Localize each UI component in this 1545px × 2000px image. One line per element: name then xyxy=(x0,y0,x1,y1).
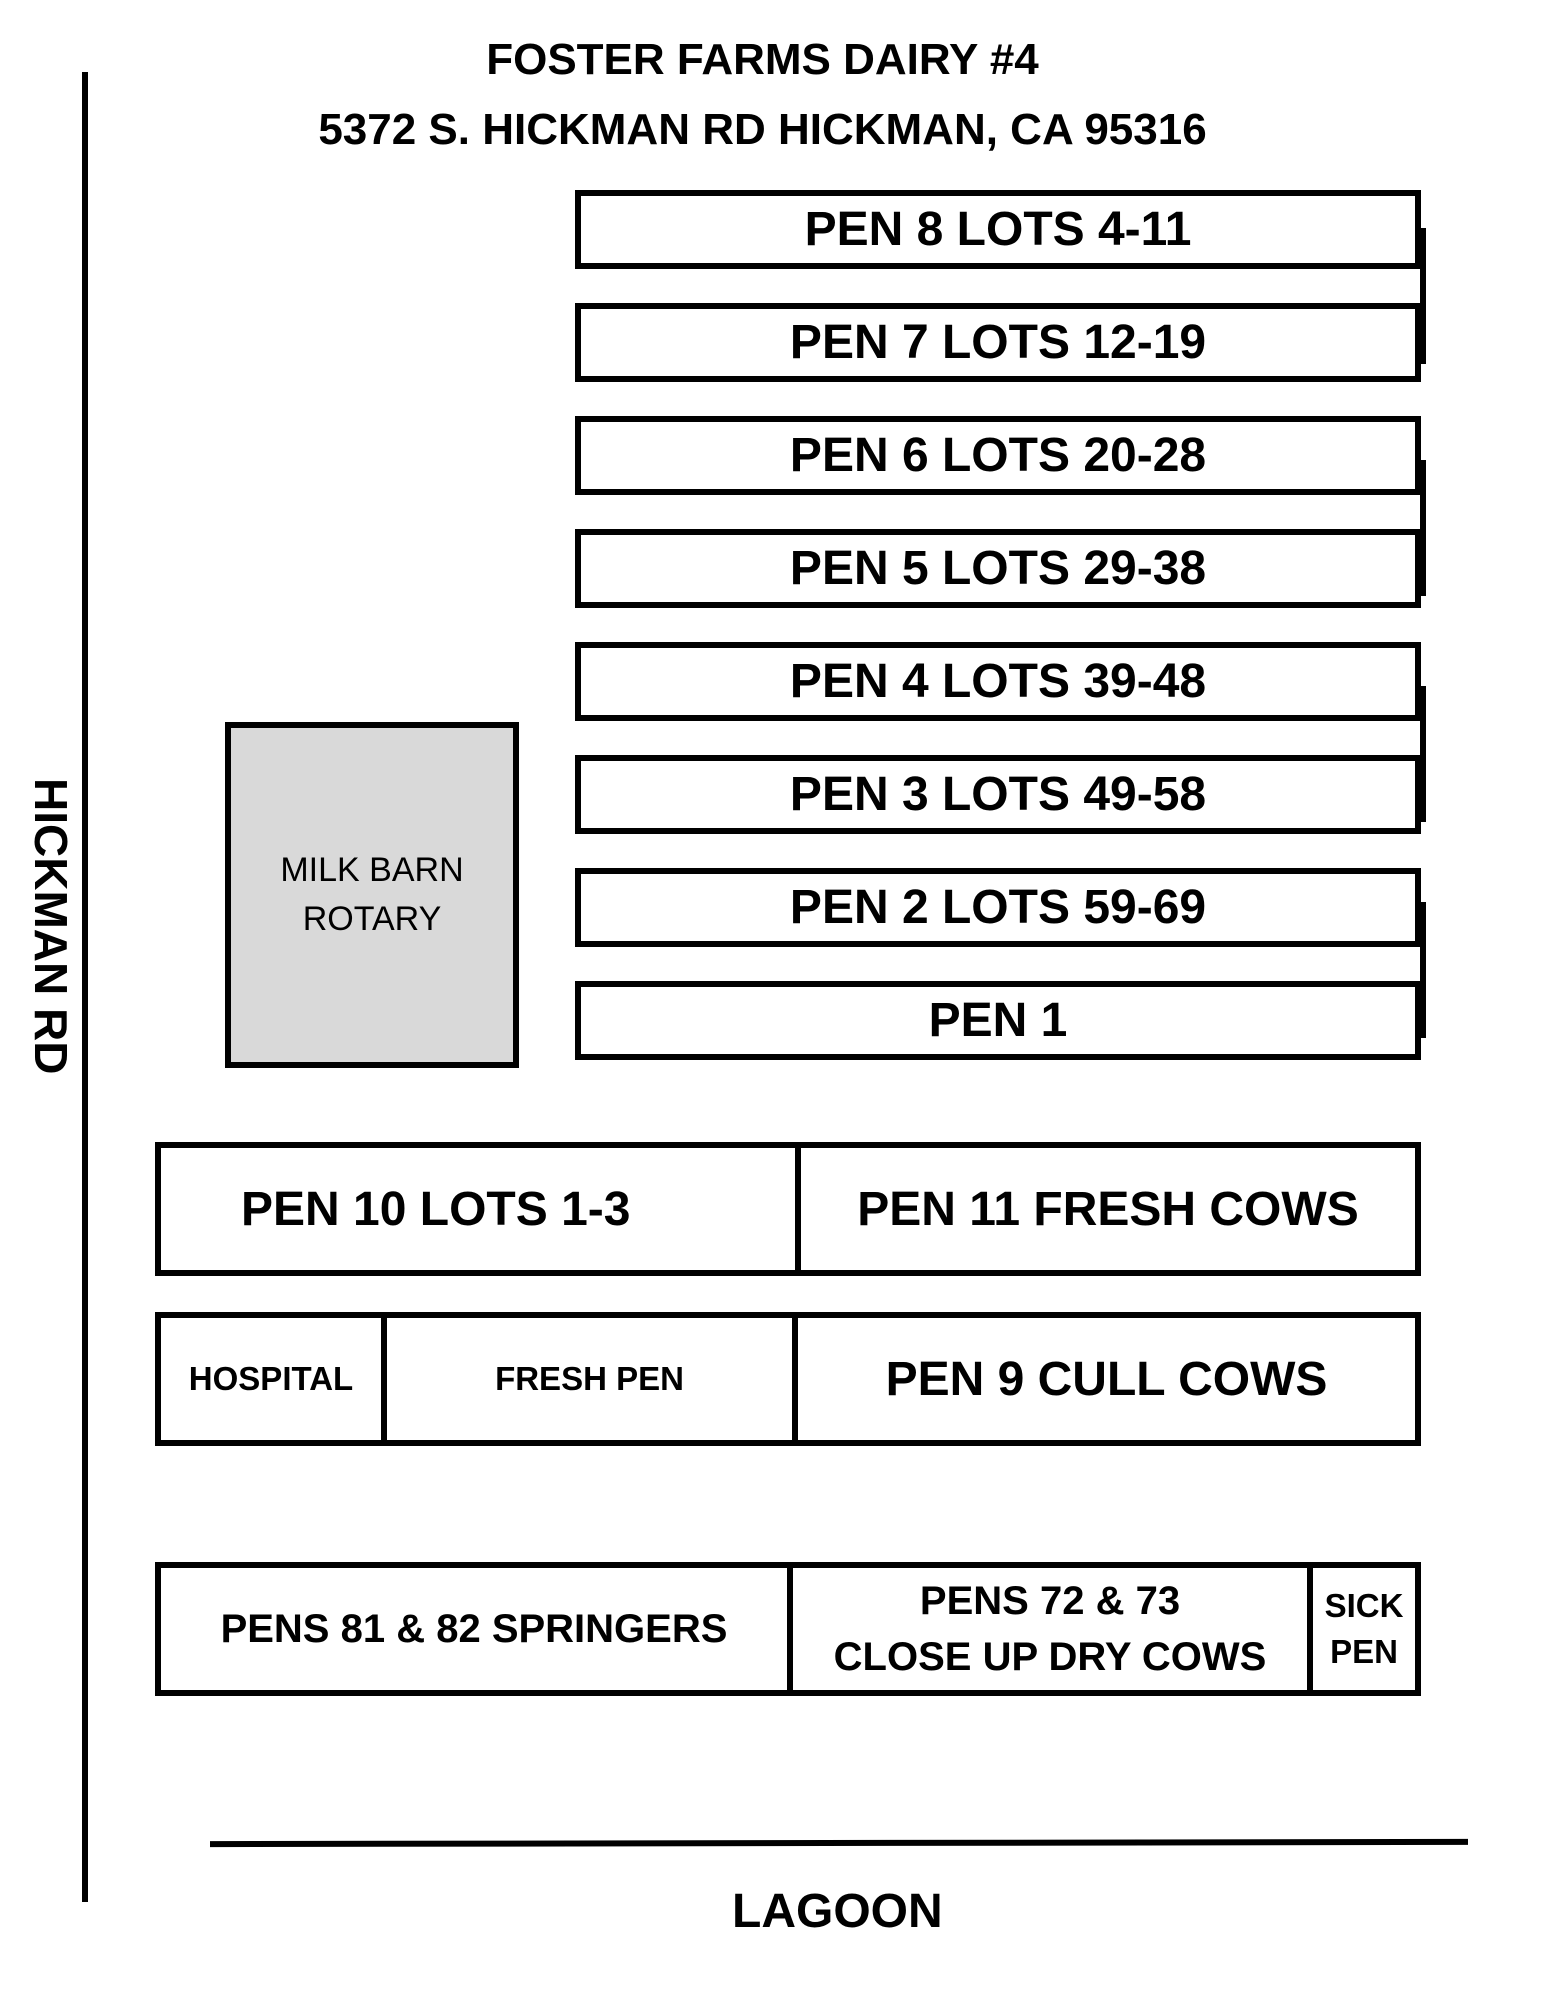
pen-10 xyxy=(161,1148,795,1270)
hickman-road-label: HICKMAN RD xyxy=(25,778,77,1075)
pen-4-3-connector xyxy=(1420,686,1426,822)
pen-9-label: PEN 9 CULL COWS xyxy=(885,1352,1328,1406)
sick-pen xyxy=(1307,1568,1415,1690)
milk-barn-rotary xyxy=(225,722,519,1068)
pen-10-11-row xyxy=(155,1142,1421,1276)
pens-72-73-close-up-dry-cows xyxy=(787,1568,1307,1690)
sick-pen-line-1: SICK xyxy=(1324,1586,1404,1624)
hospital-fresh-pen9-row xyxy=(155,1312,1421,1446)
pen-2-label: PEN 2 LOTS 59-69 xyxy=(789,881,1207,934)
milk-barn-label: MILK BARN xyxy=(280,850,464,889)
fresh-pen-label: FRESH PEN xyxy=(495,1360,684,1397)
sick-pen-line-2: PEN xyxy=(1330,1633,1398,1670)
map-address: 5372 S. HICKMAN RD HICKMAN, CA 95316 xyxy=(318,105,1207,154)
pen-6-5-connector xyxy=(1420,460,1426,596)
lagoon-line xyxy=(210,1839,1468,1847)
pen-1 xyxy=(575,981,1421,1060)
pen-6-label: PEN 6 LOTS 20-28 xyxy=(789,429,1207,482)
pen-8 xyxy=(575,190,1421,269)
pen-2 xyxy=(575,868,1421,947)
pen-5-label: PEN 5 LOTS 29-38 xyxy=(789,542,1207,595)
fresh-pen xyxy=(381,1318,792,1440)
hickman-road-line xyxy=(82,72,88,1902)
pen-1-label: PEN 1 xyxy=(928,994,1068,1047)
pen-9 xyxy=(792,1318,1415,1440)
dry-cows-line-1: PENS 72 & 73 xyxy=(919,1579,1181,1623)
pen-7-label: PEN 7 LOTS 12-19 xyxy=(789,316,1207,369)
pen-8-7-connector xyxy=(1420,228,1426,364)
dry-cows-line-2: CLOSE UP DRY COWS xyxy=(833,1635,1267,1679)
pen-4-label: PEN 4 LOTS 39-48 xyxy=(789,655,1207,708)
springers-dry-sick-row xyxy=(155,1562,1421,1696)
hospital-pen xyxy=(161,1318,381,1440)
pen-8-label: PEN 8 LOTS 4-11 xyxy=(804,203,1192,256)
pen-6 xyxy=(575,416,1421,495)
pen-3 xyxy=(575,755,1421,834)
springers-label: PENS 81 & 82 SPRINGERS xyxy=(220,1606,728,1651)
pen-4 xyxy=(575,642,1421,721)
pen-3-label: PEN 3 LOTS 49-58 xyxy=(789,768,1207,821)
pen-11 xyxy=(795,1148,1415,1270)
pen-7 xyxy=(575,303,1421,382)
pen-5 xyxy=(575,529,1421,608)
map-title: FOSTER FARMS DAIRY #4 xyxy=(486,35,1039,84)
pen-2-1-connector xyxy=(1420,902,1426,1038)
lagoon-label: LAGOON xyxy=(732,1885,943,1938)
pen-10-label: PEN 10 LOTS 1-3 xyxy=(241,1182,631,1236)
pens-81-82-springers xyxy=(161,1568,787,1690)
rotary-label: ROTARY xyxy=(302,900,442,938)
hospital-label: HOSPITAL xyxy=(188,1360,354,1397)
pen-11-label: PEN 11 FRESH COWS xyxy=(857,1182,1359,1236)
